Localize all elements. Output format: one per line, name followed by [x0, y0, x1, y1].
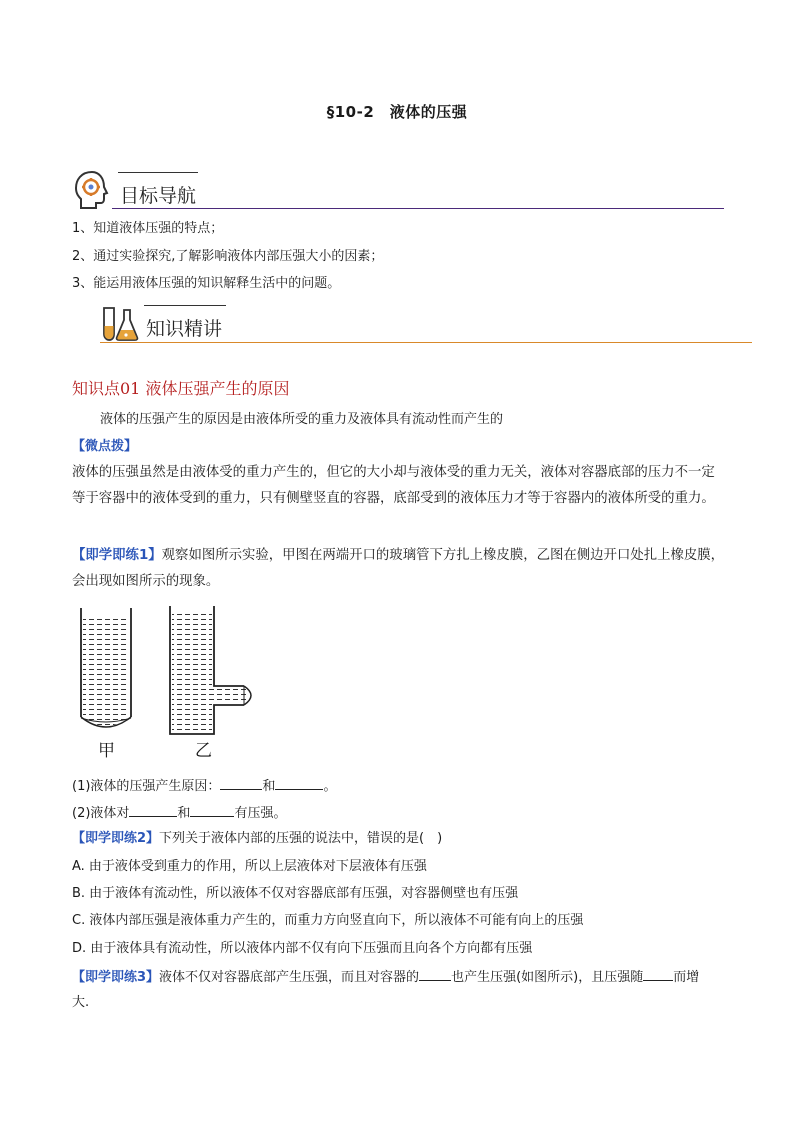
goal-heading: 目标导航	[120, 185, 197, 207]
flask-icon	[98, 304, 140, 342]
q1-text-c: 。	[323, 779, 337, 794]
q1-answer-blank-2[interactable]	[275, 775, 323, 790]
goal-item-1: 1、知道液体压强的特点；	[72, 221, 224, 236]
q2-text-c: 有压强。	[234, 806, 287, 821]
exercise-1-question-1	[72, 775, 336, 797]
exercise-3-line-1	[72, 966, 699, 988]
knowledge-heading-overline	[144, 305, 226, 306]
ex3-answer-blank-1[interactable]	[419, 966, 451, 981]
knowledge-heading: 知识精讲	[146, 318, 223, 340]
option-c[interactable]: C. 液体内部压强是液体重力产生的，而重力方向竖直向下，所以液体不可能有向上的压强	[72, 913, 584, 928]
tip-text: 液体的压强虽然是由液体受的重力产生的，但它的大小却与液体受的重力无关，液体对容器底部的压力不一定等于容器中的液体受到的重力，只有侧壁竖直的容器，底部受到的液体压力才等于容器内的液体所受的重力。	[72, 465, 715, 506]
tube-yi	[170, 606, 251, 734]
goal-divider	[112, 208, 724, 209]
q2-text-a: (2)液体对	[72, 806, 130, 821]
exercise-3-text-b: 也产生压强(如图所示)，且压强随	[451, 970, 644, 985]
exercise-3-label: 【即学即练3】	[72, 970, 160, 985]
option-b[interactable]: B. 由于液体有流动性，所以液体不仅对容器底部有压强，对容器侧壁也有压强	[72, 886, 519, 901]
goal-heading-overline	[118, 172, 198, 173]
q1-text-a: (1)液体的压强产生原因：	[72, 779, 221, 794]
q2-answer-blank-2[interactable]	[190, 802, 234, 817]
exercise-1	[72, 543, 726, 595]
q2-answer-blank-1[interactable]	[129, 802, 177, 817]
q2-text-b: 和	[177, 806, 191, 821]
ex3-answer-blank-2[interactable]	[643, 966, 673, 981]
page-title: §10-2 液体的压强	[326, 103, 468, 121]
exercise-3-line-2: 大.	[72, 995, 90, 1010]
exercise-2-label: 【即学即练2】	[72, 831, 160, 846]
goal-item-3: 3、能运用液体压强的知识解释生活中的问题。	[72, 276, 341, 291]
figure-label-jia: 甲	[98, 741, 115, 761]
head-gear-icon	[72, 168, 112, 212]
tube-jia	[81, 608, 131, 727]
figure-label-yi: 乙	[195, 741, 212, 761]
goal-item-2: 2、通过实验探究,了解影响液体内部压强大小的因素；	[72, 249, 384, 264]
exercise-2	[72, 829, 442, 849]
q1-answer-blank-1[interactable]	[220, 775, 262, 790]
exercise-1-label: 【即学即练1】	[72, 548, 162, 563]
exercise-3-text-c: 而增	[673, 970, 700, 985]
exercise-1-text: 观察如图所示实验，甲图在两端开口的玻璃管下方扎上橡皮膜，乙图在侧边开口处扎上橡皮膜，会出现如图所示的现象。	[72, 548, 725, 589]
exercise-1-question-2	[72, 802, 286, 824]
tip-label: 【微点拨】	[72, 439, 138, 454]
exercise-2-text: 下列关于液体内部的压强的说法中，错误的是( )	[159, 831, 443, 846]
option-d[interactable]: D. 由于液体具有流动性，所以液体内部不仅有向下压强而且向各个方向都有压强	[72, 941, 533, 956]
knowledge-point-intro: 液体的压强产生的原因是由液体所受的重力及液体具有流动性而产生的	[100, 412, 504, 427]
q1-text-b: 和	[262, 779, 276, 794]
knowledge-point-title: 知识点01 液体压强产生的原因	[72, 379, 290, 398]
knowledge-section-header	[98, 302, 752, 346]
goal-section-header	[72, 168, 724, 212]
option-a[interactable]: A. 由于液体受到重力的作用，所以上层液体对下层液体有压强	[72, 859, 427, 874]
knowledge-divider	[100, 342, 752, 343]
exercise-3-text-a: 液体不仅对容器底部产生压强，而且对容器的	[159, 970, 420, 985]
